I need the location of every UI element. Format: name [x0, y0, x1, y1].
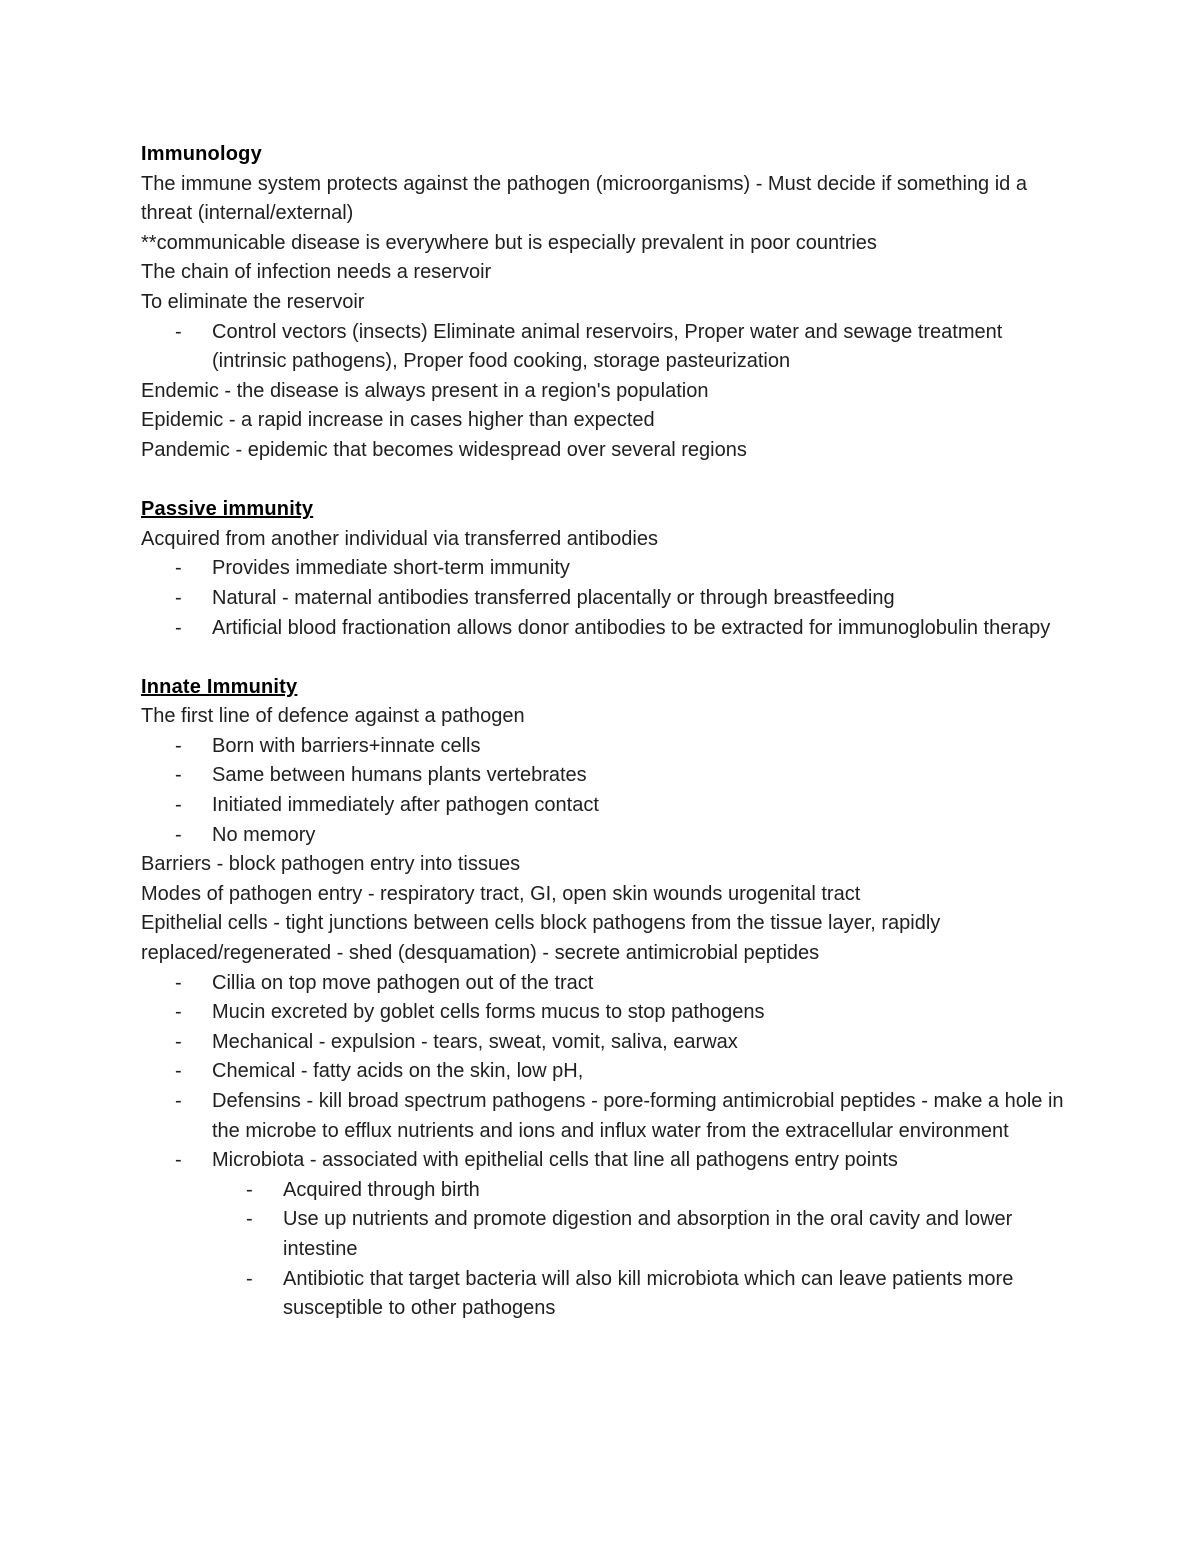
list-item: - Mechanical - expulsion - tears, sweat, vomit, saliva, earwax: [141, 1028, 1071, 1058]
list-item: - Provides immediate short-term immunity: [141, 554, 1071, 584]
list-item: - Antibiotic that target bacteria will also kill microbiota which can leave patients more susceptible to other pathogens: [212, 1265, 1071, 1324]
page-title: Immunology: [141, 143, 262, 165]
list-item-microbiota: [141, 1146, 1071, 1324]
list-item: - No memory: [141, 821, 1071, 851]
entry-modes-line: Modes of pathogen entry - respiratory tract, GI, open skin wounds urogenital tract: [141, 882, 861, 905]
section-heading-passive: Passive immunity: [141, 498, 314, 521]
spacer: [141, 643, 1071, 673]
definition-pandemic: Pandemic - epidemic that becomes widespread over several regions: [141, 438, 747, 461]
section-lead: Acquired from another individual via transferred antibodies: [141, 527, 658, 550]
list-item: - Cillia on top move pathogen out of the tract: [141, 969, 1071, 999]
document-page: [141, 140, 1071, 1324]
definition-epidemic: Epidemic - a rapid increase in cases higher than expected: [141, 409, 655, 432]
list-item: - Born with barriers+innate cells: [141, 732, 1071, 762]
intro-line: **communicable disease is everywhere but is especially prevalent in poor countries: [141, 231, 877, 254]
innate-list: [141, 732, 1071, 850]
epithelial-list: [141, 969, 1071, 1324]
list-item: - Same between humans plants vertebrates: [141, 761, 1071, 791]
list-item-text: Microbiota - associated with epithelial cells that line all pathogens entry points: [212, 1149, 898, 1172]
intro-line: To eliminate the reservoir: [141, 290, 365, 313]
microbiota-list: [212, 1176, 1071, 1324]
list-item: - Initiated immediately after pathogen contact: [141, 791, 1071, 821]
list-item: - Defensins - kill broad spectrum pathogens - pore-forming antimicrobial peptides - make a hole in the microbe to efflux nutrients and ions and influx water from the extracellular environment: [141, 1087, 1071, 1146]
list-item: - Acquired through birth: [212, 1176, 1071, 1206]
section-heading-innate: Innate Immunity: [141, 675, 298, 698]
intro-line: The immune system protects against the pathogen (microorganisms) - Must decide if something id a threat (internal/external): [141, 172, 1027, 225]
intro-line: The chain of infection needs a reservoir: [141, 261, 492, 284]
barriers-line: Barriers - block pathogen entry into tissues: [141, 853, 521, 876]
list-item: - Artificial blood fractionation allows donor antibodies to be extracted for immunoglobulin therapy: [141, 614, 1071, 644]
definition-endemic: Endemic - the disease is always present in a region's population: [141, 379, 709, 402]
list-item: - Natural - maternal antibodies transferred placentally or through breastfeeding: [141, 584, 1071, 614]
list-item: - Mucin excreted by goblet cells forms mucus to stop pathogens: [141, 998, 1071, 1028]
list-item: - Control vectors (insects) Eliminate animal reservoirs, Proper water and sewage treatment (intrinsic pathogens), Proper food cooking, storage pasteurization: [141, 318, 1071, 377]
spacer: [141, 466, 1071, 496]
epithelial-line: Epithelial cells - tight junctions between cells block pathogens from the tissue layer, rapidly replaced/regenerated - shed (desquamation) - secrete antimicrobial peptides: [141, 912, 941, 965]
list-item: - Use up nutrients and promote digestion and absorption in the oral cavity and lower intestine: [212, 1205, 1071, 1264]
reservoir-list: [141, 318, 1071, 377]
list-item: - Chemical - fatty acids on the skin, low pH,: [141, 1057, 1071, 1087]
section-lead: The first line of defence against a pathogen: [141, 705, 525, 728]
passive-list: [141, 554, 1071, 643]
